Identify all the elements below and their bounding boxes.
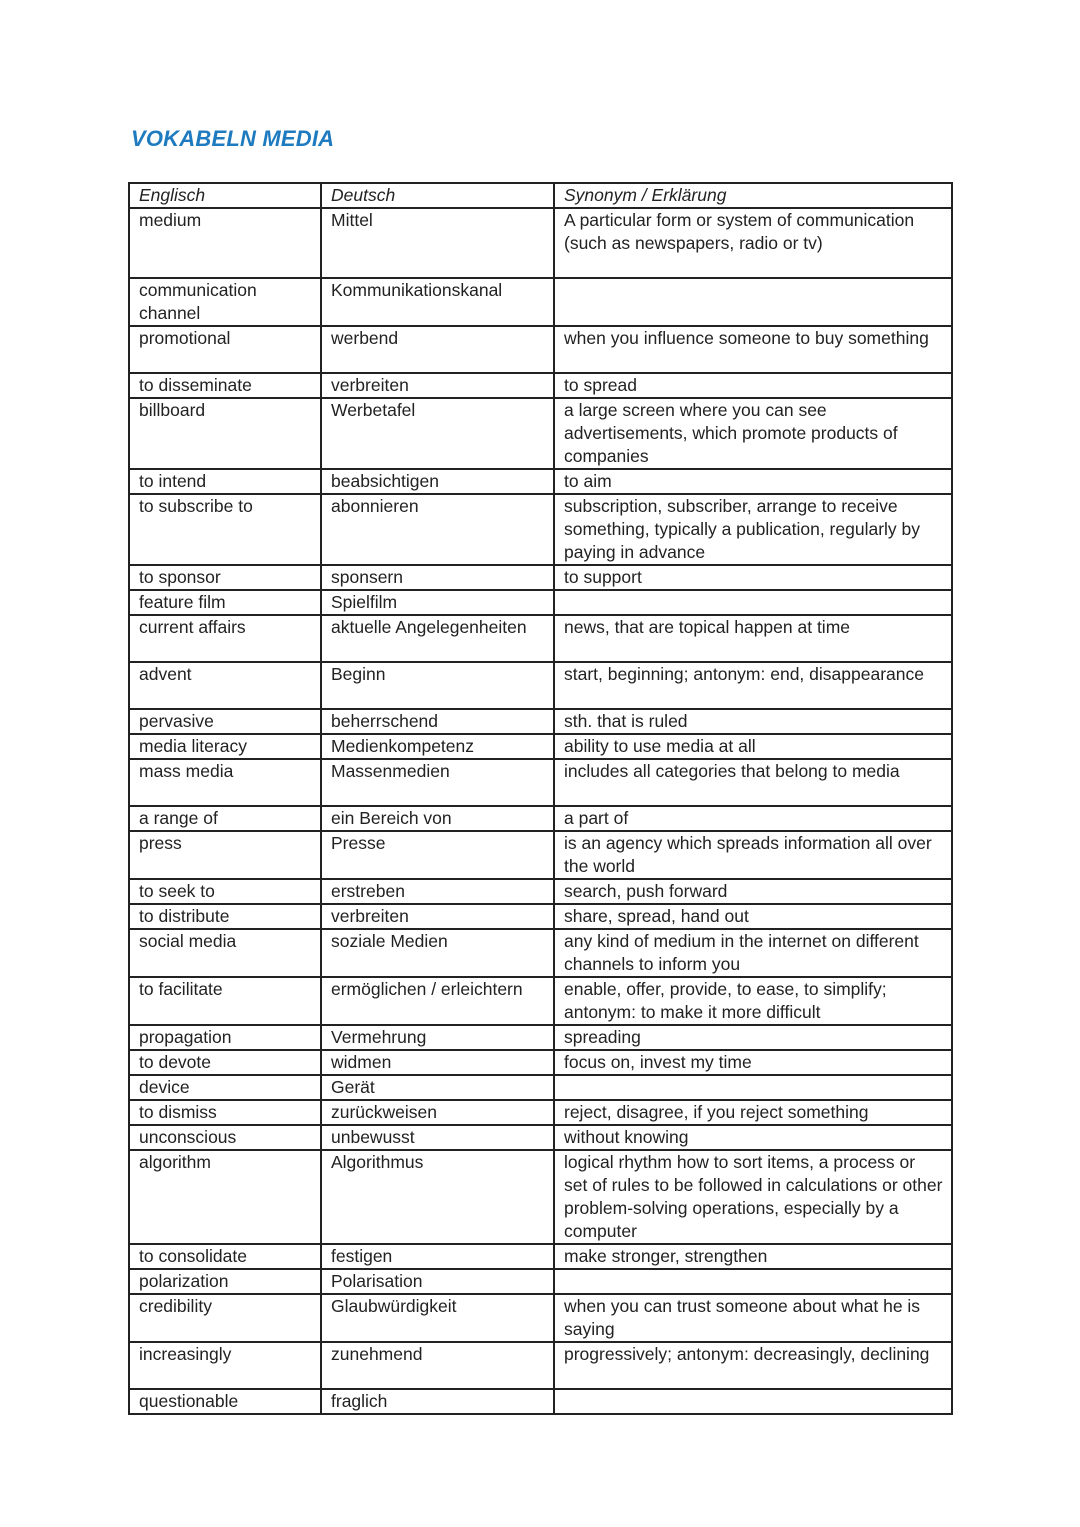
cell-synonym: a large screen where you can see advertisements, which promote products of companies <box>554 398 952 469</box>
cell-synonym <box>554 1389 952 1414</box>
table-row <box>129 662 952 709</box>
table-row <box>129 1389 952 1414</box>
cell-english: to distribute <box>129 904 321 929</box>
cell-synonym <box>554 1269 952 1294</box>
cell-english: unconscious <box>129 1125 321 1150</box>
table-row <box>129 494 952 565</box>
table-row <box>129 879 952 904</box>
cell-english: increasingly <box>129 1342 321 1389</box>
cell-synonym: start, beginning; antonym: end, disappearance <box>554 662 952 709</box>
cell-german: Vermehrung <box>321 1025 554 1050</box>
table-row <box>129 734 952 759</box>
cell-german: Spielfilm <box>321 590 554 615</box>
cell-synonym: any kind of medium in the internet on different channels to inform you <box>554 929 952 977</box>
cell-synonym: enable, offer, provide, to ease, to simplify; antonym: to make it more difficult <box>554 977 952 1025</box>
vocabulary-body <box>129 208 952 1414</box>
table-row <box>129 398 952 469</box>
cell-german: fraglich <box>321 1389 554 1414</box>
cell-german: aktuelle Angelegenheiten <box>321 615 554 662</box>
cell-synonym: spreading <box>554 1025 952 1050</box>
cell-german: Werbetafel <box>321 398 554 469</box>
table-row <box>129 373 952 398</box>
table-row <box>129 929 952 977</box>
cell-synonym: when you can trust someone about what he is saying <box>554 1294 952 1342</box>
cell-synonym: search, push forward <box>554 879 952 904</box>
cell-german: beherrschend <box>321 709 554 734</box>
cell-german: ein Bereich von <box>321 806 554 831</box>
table-row <box>129 1294 952 1342</box>
cell-german: Mittel <box>321 208 554 278</box>
cell-german: Beginn <box>321 662 554 709</box>
cell-german: Medienkompetenz <box>321 734 554 759</box>
cell-synonym: without knowing <box>554 1125 952 1150</box>
table-row <box>129 977 952 1025</box>
cell-english: to subscribe to <box>129 494 321 565</box>
table-row <box>129 904 952 929</box>
cell-synonym: share, spread, hand out <box>554 904 952 929</box>
cell-english: to sponsor <box>129 565 321 590</box>
cell-synonym: logical rhythm how to sort items, a process or set of rules to be followed in calculations or other problem-solving operations, especially by a computer <box>554 1150 952 1244</box>
cell-synonym: to spread <box>554 373 952 398</box>
header-row <box>129 183 952 208</box>
cell-synonym: subscription, subscriber, arrange to receive something, typically a publication, regularly by paying in advance <box>554 494 952 565</box>
cell-german: werbend <box>321 326 554 373</box>
cell-english: promotional <box>129 326 321 373</box>
table-row <box>129 278 952 326</box>
cell-synonym: news, that are topical happen at time <box>554 615 952 662</box>
cell-german: abonnieren <box>321 494 554 565</box>
cell-german: festigen <box>321 1244 554 1269</box>
cell-german: Massenmedien <box>321 759 554 806</box>
header-english: Englisch <box>129 183 321 208</box>
cell-german: Kommunikationskanal <box>321 278 554 326</box>
cell-english: to facilitate <box>129 977 321 1025</box>
cell-english: device <box>129 1075 321 1100</box>
cell-synonym <box>554 1075 952 1100</box>
cell-english: to intend <box>129 469 321 494</box>
table-row <box>129 1244 952 1269</box>
cell-german: erstreben <box>321 879 554 904</box>
cell-synonym: sth. that is ruled <box>554 709 952 734</box>
cell-english: credibility <box>129 1294 321 1342</box>
cell-synonym: A particular form or system of communication (such as newspapers, radio or tv) <box>554 208 952 278</box>
cell-english: advent <box>129 662 321 709</box>
cell-english: algorithm <box>129 1150 321 1244</box>
cell-german: widmen <box>321 1050 554 1075</box>
cell-english: feature film <box>129 590 321 615</box>
table-row <box>129 326 952 373</box>
header-german: Deutsch <box>321 183 554 208</box>
table-row <box>129 831 952 879</box>
cell-german: Glaubwürdigkeit <box>321 1294 554 1342</box>
cell-synonym: is an agency which spreads information all over the world <box>554 831 952 879</box>
table-row <box>129 1150 952 1244</box>
cell-english: medium <box>129 208 321 278</box>
cell-german: beabsichtigen <box>321 469 554 494</box>
cell-synonym: make stronger, strengthen <box>554 1244 952 1269</box>
cell-english: to dismiss <box>129 1100 321 1125</box>
cell-synonym: focus on, invest my time <box>554 1050 952 1075</box>
cell-german: Gerät <box>321 1075 554 1100</box>
table-row <box>129 1342 952 1389</box>
page-title: VOKABELN MEDIA <box>131 126 335 151</box>
table-row <box>129 1025 952 1050</box>
cell-english: pervasive <box>129 709 321 734</box>
table-row <box>129 565 952 590</box>
table-row <box>129 806 952 831</box>
cell-synonym: includes all categories that belong to media <box>554 759 952 806</box>
cell-synonym: ability to use media at all <box>554 734 952 759</box>
cell-english: press <box>129 831 321 879</box>
cell-english: social media <box>129 929 321 977</box>
cell-synonym: progressively; antonym: decreasingly, declining <box>554 1342 952 1389</box>
table-row <box>129 590 952 615</box>
table-row <box>129 469 952 494</box>
cell-english: to consolidate <box>129 1244 321 1269</box>
cell-german: sponsern <box>321 565 554 590</box>
cell-synonym: to support <box>554 565 952 590</box>
table-row <box>129 208 952 278</box>
table-row <box>129 1125 952 1150</box>
cell-synonym <box>554 590 952 615</box>
cell-synonym: to aim <box>554 469 952 494</box>
cell-german: verbreiten <box>321 904 554 929</box>
cell-german: Algorithmus <box>321 1150 554 1244</box>
cell-english: polarization <box>129 1269 321 1294</box>
table-row <box>129 709 952 734</box>
table-row <box>129 1075 952 1100</box>
cell-german: zurückweisen <box>321 1100 554 1125</box>
cell-english: questionable <box>129 1389 321 1414</box>
cell-english: billboard <box>129 398 321 469</box>
cell-synonym <box>554 278 952 326</box>
cell-english: to devote <box>129 1050 321 1075</box>
cell-synonym: when you influence someone to buy something <box>554 326 952 373</box>
cell-english: media literacy <box>129 734 321 759</box>
cell-german: verbreiten <box>321 373 554 398</box>
cell-english: propagation <box>129 1025 321 1050</box>
cell-synonym: reject, disagree, if you reject something <box>554 1100 952 1125</box>
cell-german: ermöglichen / erleichtern <box>321 977 554 1025</box>
cell-german: soziale Medien <box>321 929 554 977</box>
table-row <box>129 1050 952 1075</box>
cell-synonym: a part of <box>554 806 952 831</box>
table-row <box>129 759 952 806</box>
header-synonym: Synonym / Erklärung <box>554 183 952 208</box>
cell-german: Polarisation <box>321 1269 554 1294</box>
cell-english: communication channel <box>129 278 321 326</box>
cell-german: Presse <box>321 831 554 879</box>
table-row <box>129 615 952 662</box>
cell-english: to seek to <box>129 879 321 904</box>
cell-english: to disseminate <box>129 373 321 398</box>
cell-german: unbewusst <box>321 1125 554 1150</box>
vocabulary-table <box>128 182 953 1415</box>
cell-english: a range of <box>129 806 321 831</box>
cell-english: current affairs <box>129 615 321 662</box>
table-row <box>129 1269 952 1294</box>
table-row <box>129 1100 952 1125</box>
cell-english: mass media <box>129 759 321 806</box>
cell-german: zunehmend <box>321 1342 554 1389</box>
